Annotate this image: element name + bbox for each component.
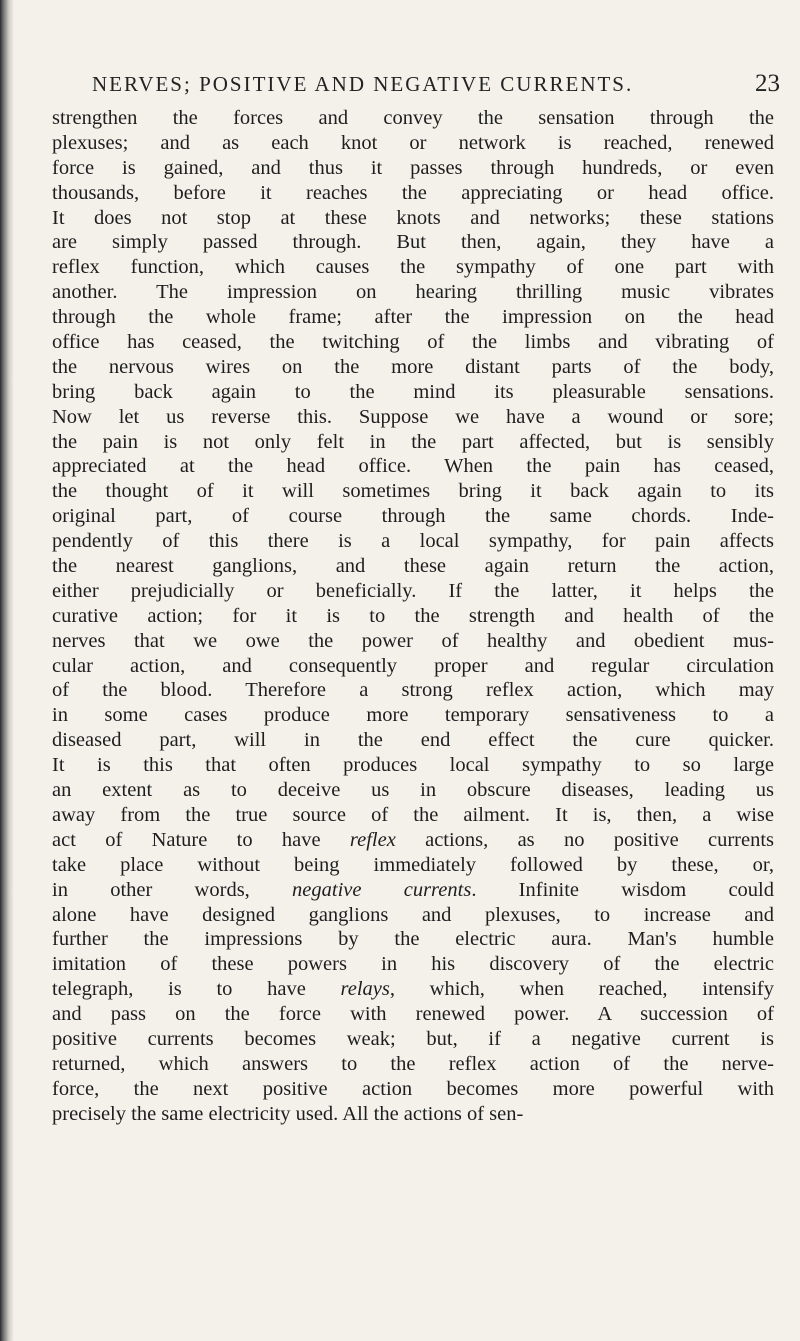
text-line: further the impressions by the electric aura. Man's humble [52, 928, 774, 951]
text-line: original part, of course through the same chords. Inde- [52, 505, 774, 528]
book-page [52, 70, 780, 1127]
text-line: thousands, before it reaches the appreciating or head office. [52, 181, 774, 204]
text-line: precisely the same electricity used. All the actions of sen- [52, 1102, 524, 1125]
text-line: It is this that often produces local sympathy to so large [52, 754, 774, 777]
text-line: in other words, negative currents. Infinite wisdom could [52, 878, 774, 901]
text-line: cular action, and consequently proper and regular circulation [52, 654, 774, 677]
text-line: bring back again to the mind its pleasurable sensations. [52, 380, 774, 403]
running-head-title: NERVES; POSITIVE AND NEGATIVE CURRENTS. [92, 72, 634, 96]
running-head [52, 70, 780, 104]
text-line: telegraph, is to have relays, which, when reached, intensify [52, 978, 774, 1001]
text-line: the thought of it will sometimes bring it back again to its [52, 480, 774, 503]
text-line: curative action; for it is to the strength and health of the [52, 604, 774, 627]
text-line: pendently of this there is a local sympathy, for pain affects [52, 530, 774, 553]
text-line: the nervous wires on the more distant parts of the body, [52, 355, 774, 378]
text-line: an extent as to deceive us in obscure diseases, leading us [52, 779, 774, 802]
text-line: the pain is not only felt in the part affected, but is sensibly [52, 430, 774, 453]
text-line: nerves that we owe the power of healthy and obedient mus- [52, 629, 774, 652]
text-line: through the whole frame; after the impression on the head [52, 306, 774, 329]
text-line: and pass on the force with renewed power. A succession of [52, 1003, 774, 1026]
text-line: of the blood. Therefore a strong reflex action, which may [52, 679, 774, 702]
text-line: in some cases produce more temporary sensativeness to a [52, 704, 774, 727]
text-line: are simply passed through. But then, again, they have a [52, 231, 774, 254]
text-line: plexuses; and as each knot or network is reached, renewed [52, 131, 774, 154]
text-line: away from the true source of the ailment. It is, then, a wise [52, 803, 774, 826]
text-line: imitation of these powers in his discovery of the electric [52, 953, 774, 976]
text-line: office has ceased, the twitching of the limbs and vibrating of [52, 331, 774, 354]
text-line: positive currents becomes weak; but, if a negative current is [52, 1027, 774, 1050]
italic-phrase: relays [340, 978, 390, 1001]
italic-phrase: negative currents [292, 878, 472, 901]
text-line: take place without being immediately followed by these, or, [52, 853, 774, 876]
text-line: the nearest ganglions, and these again return the action, [52, 555, 774, 578]
text-line: returned, which answers to the reflex action of the nerve- [52, 1052, 774, 1075]
text-line: another. The impression on hearing thrilling music vibrates [52, 281, 774, 304]
page-edge [0, 0, 14, 1341]
text-line: appreciated at the head office. When the pain has ceased, [52, 455, 774, 478]
text-line: either prejudicially or beneficially. If the latter, it helps the [52, 579, 774, 602]
text-line: It does not stop at these knots and networks; these stations [52, 206, 774, 229]
text-line: Now let us reverse this. Suppose we have a wound or sore; [52, 405, 774, 428]
text-line: reflex function, which causes the sympathy of one part with [52, 256, 774, 279]
text-line: strengthen the forces and convey the sensation through the [52, 107, 774, 129]
text-line: force, the next positive action becomes more powerful with [52, 1077, 774, 1100]
text-line: force is gained, and thus it passes through hundreds, or even [52, 156, 774, 179]
text-line: act of Nature to have reflex actions, as no positive currents [52, 828, 774, 851]
text-line: alone have designed ganglions and plexuses, to increase and [52, 903, 774, 926]
text-line: diseased part, will in the end effect the cure quicker. [52, 729, 774, 752]
body-text [52, 106, 774, 1127]
page-number: 23 [755, 70, 780, 97]
italic-phrase: reflex [349, 828, 396, 851]
